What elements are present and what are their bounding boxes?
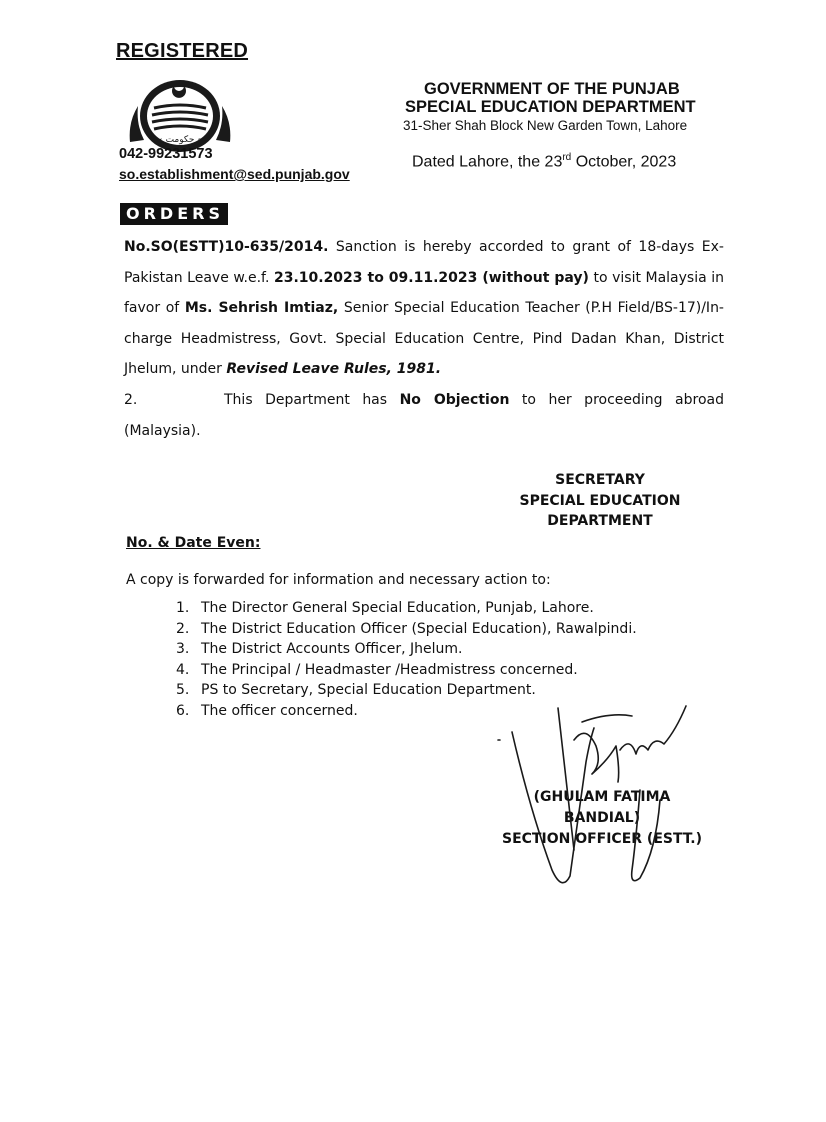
no-date-even: No. & Date Even:	[126, 535, 261, 551]
order-paragraph-1: No.SO(ESTT)10-635/2014. Sanction is hereby accorded to grant of 18-days Ex-Pakistan Leave w.e.f. 23.10.2023 to 09.11.2023 (without pay) to visit Malaysia in favor of Ms. Sehrish Imtiaz, Senior Special Education Teacher (P.H Field/BS-17)/In-charge Headmistress, Govt. Special Education Centre, Pind Dadan Khan, District Jhelum, under Revised Leave Rules, 1981.	[124, 239, 724, 377]
secretary-line-1: SECRETARY	[555, 472, 645, 488]
secretary-line-2: SPECIAL EDUCATION	[519, 492, 681, 509]
order-paragraph-2: 2. This Department has No Objection to her proceeding abroad (Malaysia).	[124, 392, 724, 439]
list-item: 5. PS to Secretary, Special Education Department.	[176, 682, 536, 698]
phone-number: 042-99231573	[119, 146, 213, 162]
email-address: so.establishment@sed.punjab.gov	[119, 166, 350, 182]
copy-forwarded-intro: A copy is forwarded for information and necessary action to:	[126, 572, 551, 588]
list-item: 3. The District Accounts Officer, Jhelum.	[176, 641, 463, 657]
government-title: GOVERNMENT OF THE PUNJAB	[424, 80, 680, 98]
dated-line: Dated Lahore, the 23rd October, 2023	[412, 152, 677, 171]
orders-heading: ORDERS	[120, 203, 228, 225]
secretary-block	[515, 470, 685, 532]
department-address: 31-Sher Shah Block New Garden Town, Lahore	[403, 118, 688, 133]
secretary-line-3: DEPARTMENT	[547, 513, 653, 529]
list-item: 4. The Principal / Headmaster /Headmistress concerned.	[176, 661, 578, 678]
list-item: 6. The officer concerned.	[176, 702, 358, 719]
list-item: 1. The Director General Special Education, Punjab, Lahore.	[176, 600, 594, 616]
handwritten-signature-icon	[490, 700, 700, 895]
registered-label: REGISTERED	[116, 40, 249, 62]
department-title: SPECIAL EDUCATION DEPARTMENT	[405, 98, 696, 116]
signatory-title: SECTION OFFICER (ESTT.)	[502, 831, 702, 847]
signatory-name: (GHULAM FATIMA BANDIAL)	[533, 789, 671, 826]
list-item: 2. The District Education Officer (Special Education), Rawalpindi.	[176, 620, 637, 637]
svg-text:~ حکومت ~: ~ حکومت ~	[155, 135, 205, 145]
